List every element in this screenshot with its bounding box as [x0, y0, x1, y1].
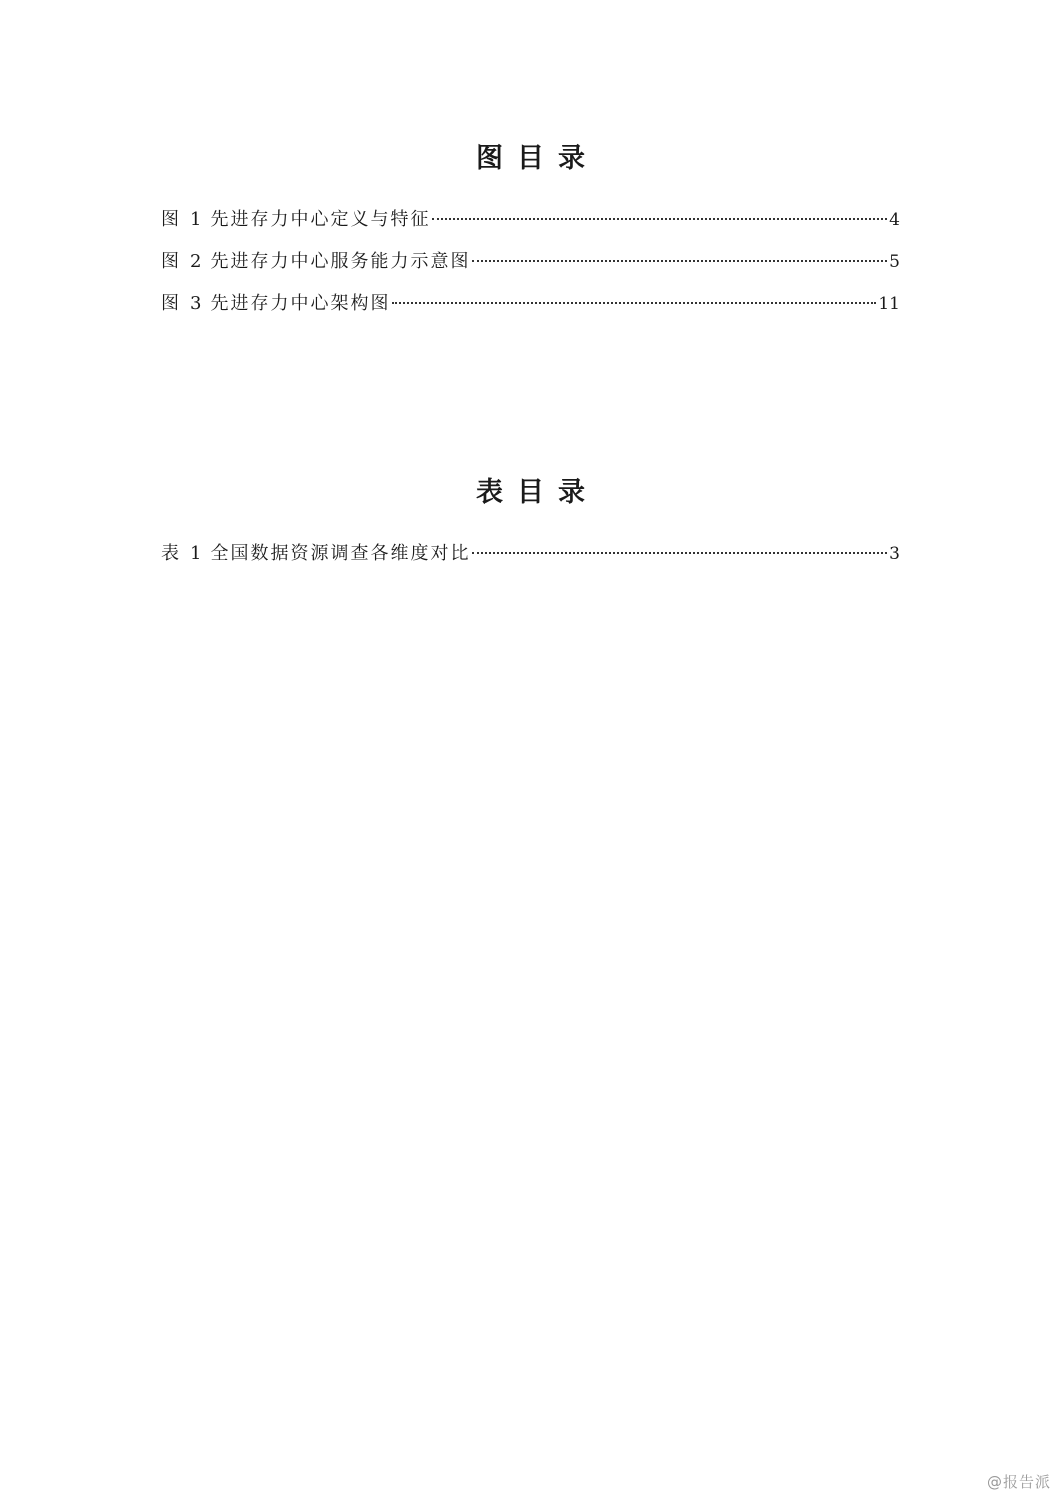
entry-page-number: 4 [889, 210, 900, 230]
table-entry-1[interactable] [161, 533, 900, 575]
entry-number: 1 [190, 209, 202, 230]
figure-entry-3[interactable] [161, 283, 900, 325]
entry-title: 先进存力中心架构图 [210, 293, 391, 314]
entry-page-number: 11 [878, 294, 900, 314]
dot-leader [392, 302, 876, 304]
entry-prefix: 表 [161, 543, 180, 564]
entry-title: 先进存力中心服务能力示意图 [210, 251, 471, 272]
entry-page-number: 3 [889, 544, 900, 564]
entry-prefix: 图 [161, 251, 180, 272]
figures-toc-title: 图目录 [476, 143, 599, 174]
entry-number: 2 [190, 251, 202, 272]
figures-toc-list [161, 199, 900, 325]
tables-toc-list [161, 533, 900, 575]
entry-prefix: 图 [161, 293, 180, 314]
dot-leader [472, 260, 887, 262]
entry-number: 3 [190, 293, 202, 314]
entry-title: 全国数据资源调查各维度对比 [210, 543, 471, 564]
entry-prefix: 图 [161, 209, 180, 230]
entry-title: 先进存力中心定义与特征 [210, 209, 431, 230]
entry-page-number: 5 [889, 252, 900, 272]
entry-number: 1 [190, 543, 202, 564]
figure-entry-1[interactable] [161, 199, 900, 241]
figure-entry-2[interactable] [161, 241, 900, 283]
dot-leader [432, 218, 887, 220]
tables-toc-title: 表目录 [476, 477, 599, 508]
watermark-label: @报告派 [986, 1473, 1051, 1491]
dot-leader [472, 552, 887, 554]
